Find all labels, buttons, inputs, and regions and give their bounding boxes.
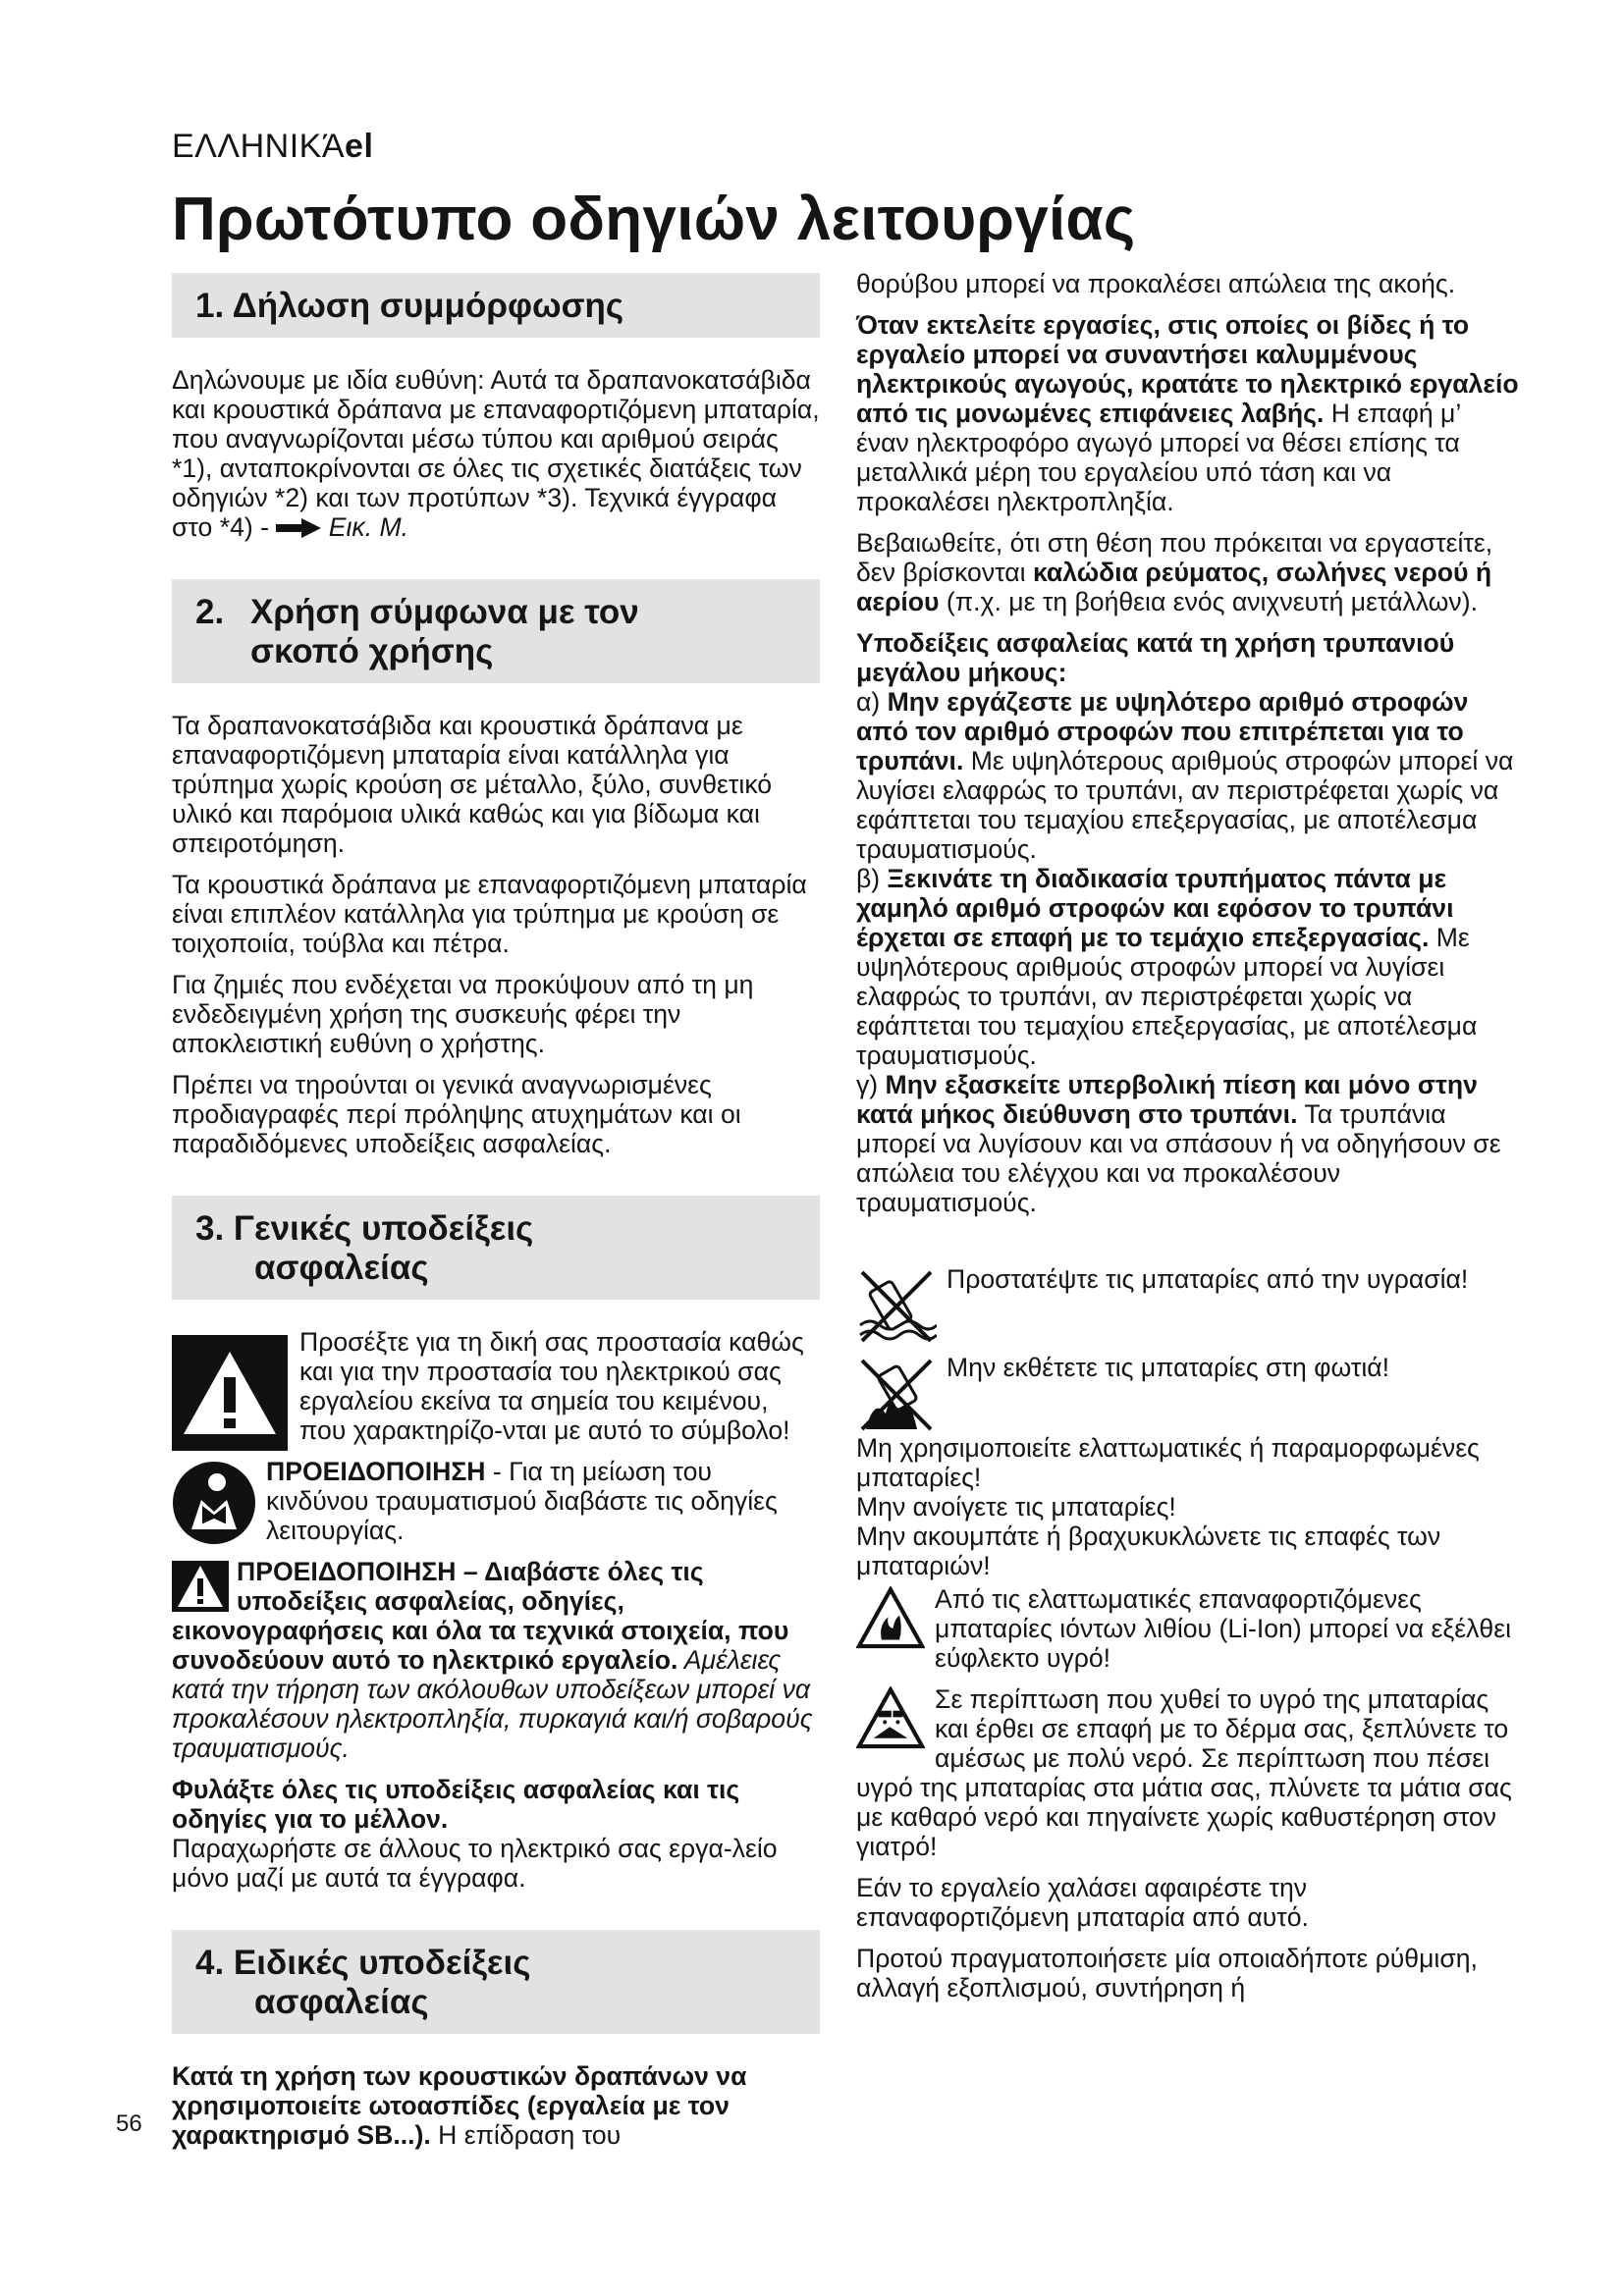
read-all-warnings-bold: ΠΡΟΕΙΔΟΠΟΙΗΣΗ – Διαβάστε όλες τις υποδείξεις ασφαλείας, οδηγίες, εικονογραφήσεις και όλα τα τεχνικά στοιχεία, που συνοδεύουν αυτό το ηλεκτρικό εργαλείο. [172,1557,789,1675]
short-circuit-note: Μην ακουμπάτε ή βραχυκυκλώνετε τις επαφές των μπαταριών! [856,1522,1441,1580]
read-manual-block [172,1457,820,1557]
moisture-warning: Προστατέψτε τις μπαταρίες από την υγρασία! [947,1264,1469,1294]
keep-instructions-bold: Φυλάξτε όλες τις υποδείξεις ασφαλείας και τις οδηγίες για το μέλλον. [172,1775,740,1834]
warning-label: ΠΡΟΕΙΔΟΠΟΙΗΣΗ [266,1457,486,1486]
keep-instructions-note [172,1775,820,1893]
flammable-liquid-block [856,1584,1519,1684]
read-manual-text: - Για τη μείωση του κινδύνου τραυματισμού διαβάστε τις οδηγίες λειτουργίας. [266,1457,778,1545]
section-2-number: 2. [195,593,225,631]
flammable-liquid-note: Από τις ελαττωματικές επαναφορτιζόμενες μπαταρίες ιόντων λιθίου (Li-Ion) μπορεί να εξέλθει εύφλεκτο υγρό! [935,1584,1511,1673]
long-drill-notes [856,628,1519,1217]
figure-reference: Εικ. M. [328,512,409,542]
item-c-label: γ) [856,1070,886,1099]
section-1-text: Δηλώνουμε με ιδία ευθύνη: Αυτά τα δραπανοκατσάβιδα και κρουστικά δράπανα με επαναφορτιζόμενη μπαταρία, που αναγνωρίζονται μέσω τύπου και αριθμού σειράς *1), ανταποκρίνονται σε όλες τις σχετικές διατάξεις των οδηγιών *2) και των προτύπων *3). Τεχνικά έγγραφα στο *4) - [172,365,820,542]
section-2-paragraph-1: Τα δραπανοκατσάβιδα και κρουστικά δράπανα με επαναφορτιζόμενη μπαταρία είναι κατάλληλα για τρύπημα χωρίς κρούση σε μέταλλο, ξύλο, συνθετικό υλικό και παρόμοια υλικά καθώς και για βίδωμα και σπειροτόμηση. [172,711,773,858]
item-a-text: Με υψηλότερους αριθμούς στροφών μπορεί να λυγίσει ελαφρώς το τρυπάνι, αν περιστρέφεται χωρίς να εφάπτεται του τεμαχίου επεξεργασίας, με αποτέλεσμα τραυματισμούς. [856,746,1514,864]
read-manual-icon [172,1461,256,1545]
check-lines-note [856,528,1519,616]
warning-triangle-icon [172,1335,288,1451]
language-code: el [345,128,374,165]
remove-battery-note: Εάν το εργαλείο χαλάσει αφαιρέστε την επαναφορτιζόμενη μπαταρία από αυτό. [856,1873,1309,1932]
section-4-title-line-1: 4. Ειδικές υποδείξεις [195,1944,531,1982]
long-drill-heading: Υποδείξεις ασφαλείας κατά τη χρήση τρυπανιού μεγάλου μήκους: [856,628,1455,687]
hidden-wiring-bold: Όταν εκτελείτε εργασίες, στις οποίες οι βίδες ή το εργαλείο μπορεί να συναντήσει καλυμμένους ηλεκτρικούς αγωγούς, κρατάτε το ηλεκτρικό εργαλείο από τις μονωμένες επιφάνειες λαβής. [856,310,1519,428]
defective-battery-note: Μη χρησιμοποιείτε ελαττωματικές ή παραμορφωμένες μπαταρίες! [856,1433,1480,1492]
read-all-warnings-italic: Αμέλειες κατά την τήρηση των ακόλουθων υποδείξεων μπορεί να προκαλέσουν ηλεκτροπληξία, πυρκαγιά και/ή σοβαρούς τραυματισμούς. [172,1645,813,1763]
page-number: 56 [116,2110,142,2137]
battery-water-icon [856,1266,937,1345]
fire-warning: Μην εκθέτετε τις μπαταρίες στη φωτιά! [947,1353,1390,1382]
section-2-paragraph-2: Τα κρουστικά δράπανα με επαναφορτιζόμενη μπαταρία είναι επιπλέον κατάλληλα για τρύπημα με κρούση σε τοιχοποιία, τούβλα και πέτρα. [172,870,807,958]
arrow-icon [276,518,321,538]
section-2-paragraph-3: Για ζημιές που ενδέχεται να προκύψουν από τη μη ενδεδειγμένη χρήση της συσκευής φέρει την αποκλειστική ευθύνη ο χρήστης. [172,970,754,1058]
page-title: Πρωτότυπο οδηγιών λειτουργίας [172,186,1136,253]
battery-liquid-note: Σε περίπτωση που χυθεί το υγρό της μπαταρίας και έρθει σε επαφή με το δέρμα σας, ξεπλύνετε το αμέσως με πολύ νερό. Σε περίπτωση που πέσει υγρό της μπαταρίας στα μάτια σας, πλύνετε τα μάτια σας με καθαρό νερό και πηγαίνετε χωρίς καθυστέρηση στον γιατρό! [856,1684,1512,1861]
read-manual-note [172,1457,820,1545]
section-3-heading [172,1196,820,1300]
small-warning-triangle-icon [172,1561,229,1612]
noise-hearing-loss-text: θορύβου μπορεί να προκαλέσει απώλεια της ακοής. [856,269,1456,298]
read-all-warnings-block [172,1557,820,1763]
language-label [172,128,373,166]
section-3-title-line-2: ασφαλείας [254,1249,429,1287]
section-4-heading [172,1930,820,2034]
ear-protection-text: Η επίδραση του [430,2120,622,2150]
check-lines-text-2: (π.χ. με τη βοήθεια ενός ανιχνευτή μετάλλων). [939,587,1478,616]
item-a-bold: Μην εργάζεστε με υψηλότερο αριθμό στροφών από τον αριθμό στροφών που επιτρέπεται για το τρυπάνι. [856,687,1469,775]
section-1-heading: 1. Δήλωση συμμόρφωσης [172,273,820,338]
item-c-text: Τα τρυπάνια μπορεί να λυγίσουν και να σπάσουν ή να οδηγήσουν σε απώλεια του ελέγχου και να προκαλέσουν τραυματισμούς. [856,1099,1501,1217]
section-1-paragraph [172,365,820,542]
corrosive-warning-icon [856,1686,925,1751]
do-not-open-note: Μην ανοίγετε τις μπαταρίες! [856,1492,1176,1522]
read-all-warnings-note [172,1557,820,1763]
hidden-wiring-note [856,310,1519,516]
symbol-note: Προσέξτε για τη δική σας προστασία καθώς και για την προστασία του ηλεκτρικού σας εργαλείου εκείνα τα σημεία του κειμένου, που χαρακτηρίζο-νται με αυτό το σύμβολο! [299,1327,804,1445]
hidden-wiring-text: Η επαφή μ’ έναν ηλεκτροφόρο αγωγό μπορεί να θέσει επίσης τα μεταλλικά μέρη του εργαλείου υπό τάση και να προκαλέσει ηλεκτροπληξία. [856,399,1461,516]
item-b-text: Με υψηλότερους αριθμούς στροφών μπορεί να λυγίσει ελαφρώς το τρυπάνι, αν περιστρέφεται χωρίς να εφάπτεται του τεμαχίου επεξεργασίας, με αποτέλεσμα τραυματισμούς. [856,923,1478,1070]
ear-protection-bold: Κατά τη χρήση των κρουστικών δραπάνων να χρησιμοποιείτε ωτοασπίδες (εργαλεία με τον χαρακτηρισμό SB...). [172,2061,747,2150]
section-3-title-line-1: 3. Γενικές υποδείξεις [195,1209,534,1248]
item-b-label: β) [856,864,888,893]
check-lines-text-1: Βεβαιωθείτε, ότι στη θέση που πρόκειται να εργαστείτε, δεν βρίσκονται [856,528,1493,587]
item-b-bold: Ξεκινάτε τη διαδικασία τρυπήματος πάντα με χαμηλό αριθμό στροφών και εφόσον το τρυπάνι έρχεται σε επαφή με το τεμάχιο επεξεργασίας. [856,864,1454,952]
flammable-warning-icon [856,1586,925,1651]
section-4-paragraph [172,2061,820,2150]
fire-warning-block [856,1353,1519,1433]
item-a-label: α) [856,687,888,717]
item-c-bold: Μην εξασκείτε υπερβολική πίεση και μόνο στην κατά μήκος διεύθυνση στο τρυπάνι. [856,1070,1478,1129]
general-warning-block [172,1327,820,1457]
right-column [856,269,1519,2014]
moisture-warning-block [856,1264,1519,1345]
section-2-heading [172,579,820,683]
section-4-title-line-2: ασφαλείας [254,1983,429,2021]
section-2-title-line-2: σκοπό χρήσης [250,632,494,670]
battery-rules [856,1433,1519,1580]
language-name: ΕΛΛΗΝΙΚΆ [172,128,346,165]
battery-liquid-block [856,1684,1519,1861]
check-lines-bold: καλώδια ρεύματος, σωλήνες νερού ή αερίου [856,558,1492,616]
section-2-paragraph-4: Πρέπει να τηρούνται οι γενικά αναγνωρισμένες προδιαγραφές περί πρόληψης ατυχημάτων και οι παραδιδόμενες υποδείξεις ασφαλείας. [172,1070,741,1158]
section-2-title-line-1: Χρήση σύμφωνα με τον [250,593,639,631]
battery-fire-icon [856,1355,937,1433]
before-adjustment-note: Προτού πραγματοποιήσετε μία οποιαδήποτε ρύθμιση, αλλαγή εξοπλισμού, συντήρηση ή [856,1944,1478,2002]
left-column [172,273,820,2162]
keep-instructions-text: Παραχωρήστε σε άλλους το ηλεκτρικό σας εργα-λείο μόνο μαζί με αυτά τα έγγραφα. [172,1834,778,1893]
section-2-title [250,593,639,671]
